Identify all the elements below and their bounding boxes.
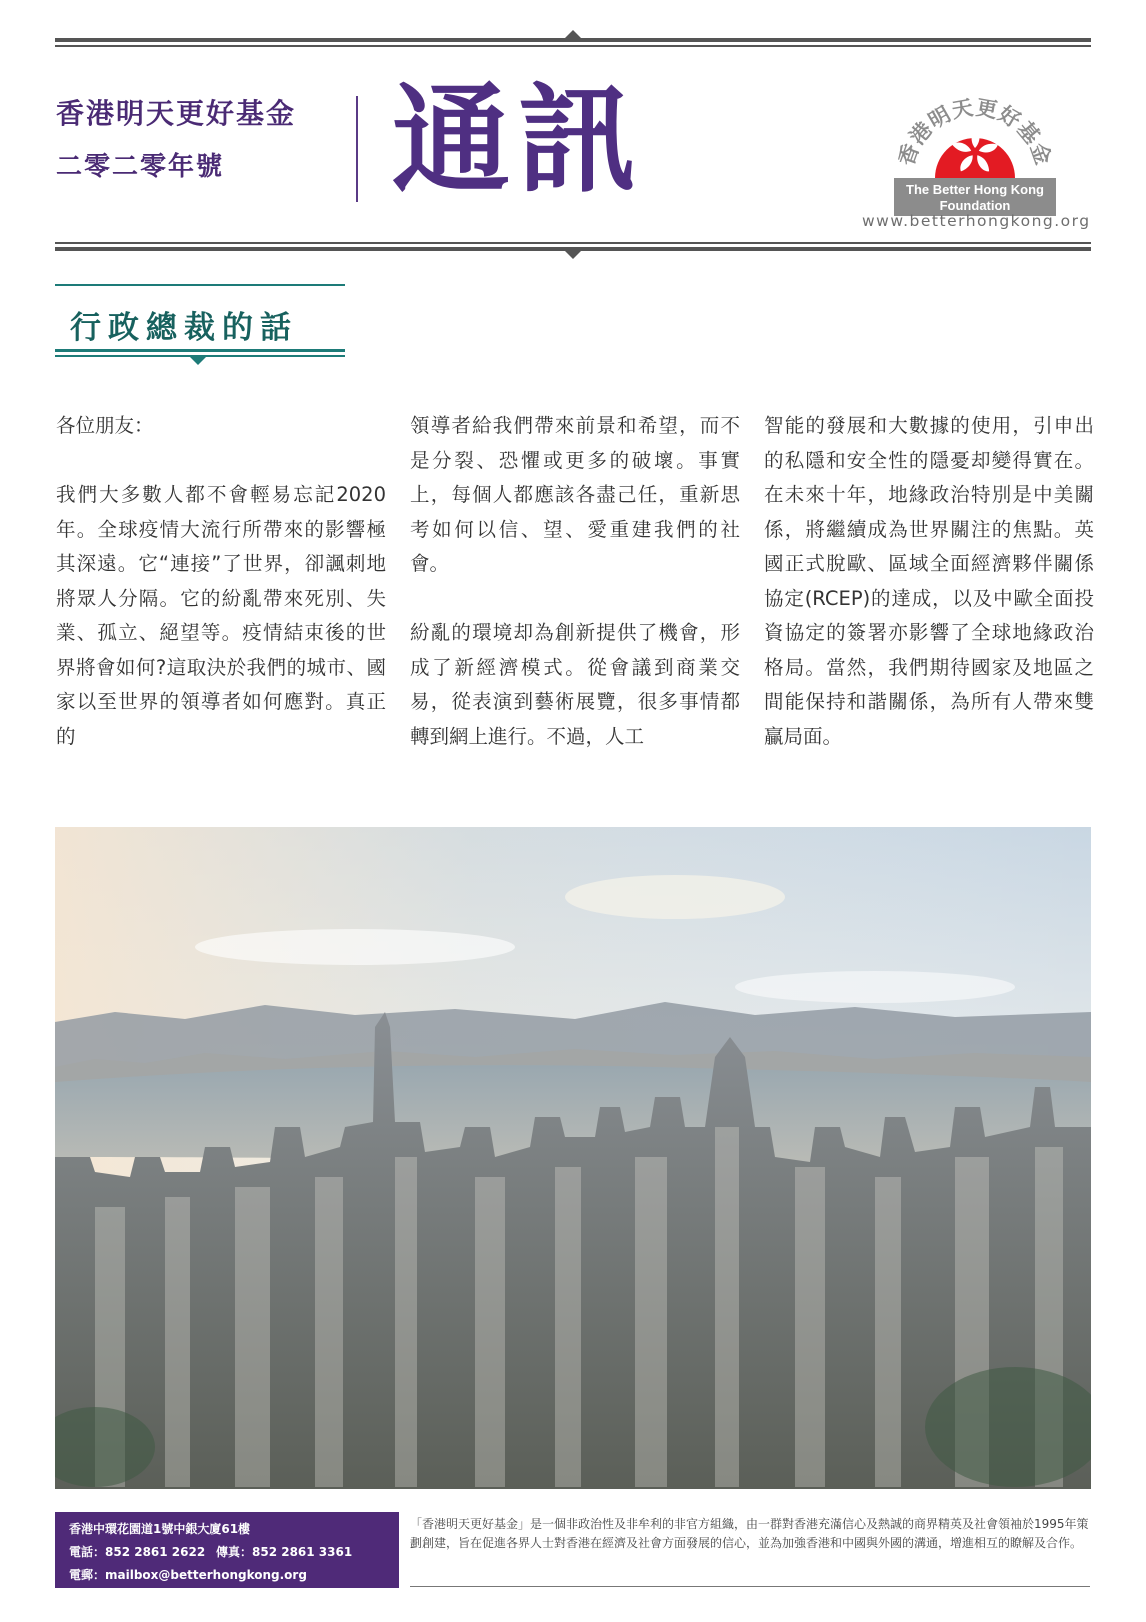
header-bottom-rule-thin [55, 242, 1091, 244]
article-column-3 [764, 409, 1094, 789]
footer-phone: 電話：852 2861 2622 [69, 1545, 206, 1559]
footer-contact-box [55, 1512, 399, 1588]
paragraph: 領導者給我們帶來前景和希望，而不是分裂、恐懼或更多的破壞。事實上，每個人都應該各盡己任，重新思考如何以信、望、愛重建我們的社會。 [410, 414, 740, 575]
section-title: 行政總裁的話 [70, 310, 298, 346]
top-rule-thin [55, 45, 1091, 47]
article-column-2 [410, 409, 740, 789]
top-rule-thick [55, 38, 1091, 42]
top-notch [565, 30, 581, 38]
logo-english-line2: Foundation [939, 198, 1011, 213]
paragraph: 智能的發展和大數據的使用，引申出的私隱和安全性的隱憂却變得實在。在未來十年，地緣政治特別是中美關係，將繼續成為世界關注的焦點。英國正式脫歐、區域全面經濟夥伴關係協定(RCEP)的達成，以及中歐全面投資協定的簽署亦影響了全球地緣政治格局。當然，我們期待國家及地區之間能保持和諧關係，為所有人帶來雙贏局面。 [764, 414, 1094, 748]
header-divider [356, 96, 358, 202]
bauhinia-logo-icon [890, 78, 1060, 218]
section-rule-thick [55, 349, 345, 352]
footer-address: 香港中環花園道1號中銀大廈61樓 [69, 1522, 251, 1536]
section-notch [190, 357, 206, 365]
logo-english-line1: The Better Hong Kong [906, 182, 1044, 197]
footer-description: 「香港明天更好基金」是一個非政治性及非牟利的非官方組織，由一群對香港充滿信心及熱誠的商界精英及社會領袖於1995年策劃創建，旨在促進各界人士對香港在經濟及社會方面發展的信心，並為加強香港和中國與外國的溝通，增進相互的瞭解及合作。 [410, 1517, 1089, 1550]
logo-arc-text: 香港明天更好基金 [893, 94, 1057, 169]
newsletter-title: 通訊 [392, 70, 645, 209]
website-link[interactable]: www.betterhongkong.org [862, 212, 1091, 230]
footer-fax: 傳真：852 2861 3361 [216, 1545, 353, 1559]
org-name: 香港明天更好基金 [56, 97, 297, 130]
paragraph: 我們大多數人都不會輕易忘記2020年。全球疫情大流行所帶來的影響極其深遠。它“連接”了世界，卻諷刺地將眾人分隔。它的紛亂帶來死別、失業、孤立、絕望等。疫情結束後的世界將會如何?這取決於我們的城市、國家以至世界的領導者如何應對。真正的 [56, 483, 386, 748]
issue-label: 二零二零年號 [56, 152, 225, 182]
footer-rule [410, 1586, 1090, 1587]
hong-kong-skyline-photo [55, 827, 1091, 1489]
header-notch [565, 251, 581, 259]
footer-email[interactable]: 電郵：mailbox@betterhongkong.org [69, 1568, 307, 1582]
article-column-1 [56, 409, 386, 789]
section-rule-top [55, 284, 345, 286]
foundation-logo [890, 78, 1060, 218]
paragraph: 紛亂的環境却為創新提供了機會，形成了新經濟模式。從會議到商業交易，從表演到藝術展覽，很多事情都轉到網上進行。不過，人工 [410, 621, 740, 748]
salutation: 各位朋友： [56, 414, 154, 437]
